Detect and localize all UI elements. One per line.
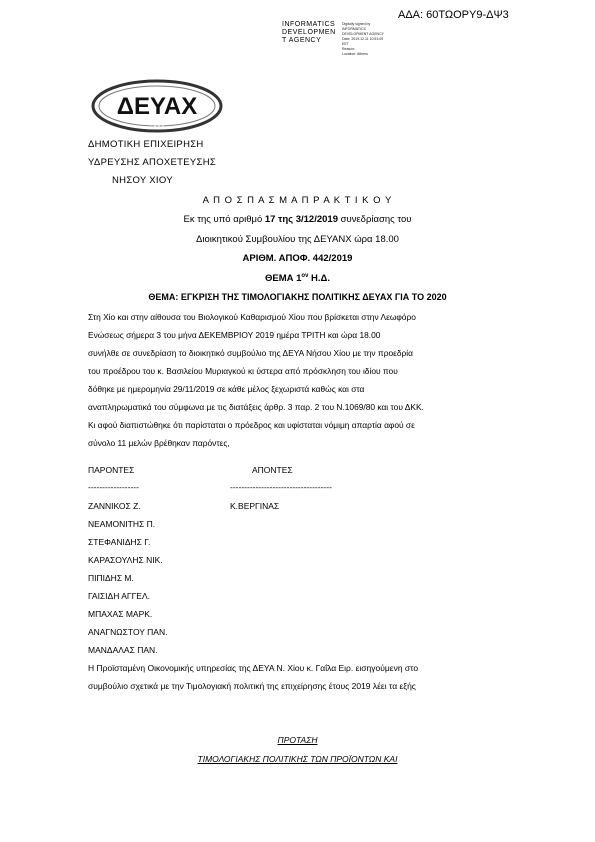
stamp-detail: Location: Athens	[342, 52, 368, 56]
signature-details	[342, 22, 384, 57]
absent-member: Κ.ΒΕΡΓΙΝΑΣ	[230, 501, 280, 511]
signature-stamp	[282, 21, 336, 45]
body-line: σύνολο 11 μελών βρέθηκαν παρόντες,	[88, 438, 230, 448]
org-line-2: ΥΔΡΕΥΣΗΣ ΑΠΟΧΕΤΕΥΣΗΣ	[88, 157, 217, 168]
stamp-line: INFORMATICS	[282, 21, 336, 28]
present-member: ΖΑΝΝΙΚΟΣ Ζ.	[88, 501, 141, 511]
present-header: ΠΑΡΟΝΤΕΣ	[88, 465, 135, 475]
present-member: ΑΝΑΓΝΩΣΤΟΥ ΠΑΝ.	[88, 627, 168, 637]
body-line: του προέδρου του κ. Βασιλείου Μυριαγκού κι ύστερα από πρόσκληση του ιδίου που	[88, 366, 398, 376]
body-line: Κι αφού διαπιστώθηκε ότι παρίσταται ο πρόεδρος και υφίσταται νόμιμη απαρτία αφού σε	[88, 420, 415, 430]
org-line-3: ΝΗΣΟΥ ΧΙΟΥ	[112, 175, 173, 186]
present-member: ΝΕΑΜΟΝΙΤΗΣ Π.	[88, 519, 156, 529]
closing-line: Η Προϊσταμένη Οικονομικής υπηρεσίας της ΔΕΥΑ Ν. Χίου κ. Γαΐλα Ειρ. εισηγούμενη στο	[88, 663, 419, 673]
body-line: δόθηκε με ημερομηνία 29/11/2019 σε κάθε μέλος ξεχωριστά καθώς και στα	[88, 384, 365, 394]
present-member: ΠΙΠΙΔΗΣ Μ.	[88, 573, 134, 583]
decision-number: ΑΡΙΘΜ. ΑΠΟΦ. 442/2019	[242, 253, 353, 264]
body-line: Στη Χίο και στην αίθουσα του Βιολογικού Καθαρισμού Χίου που βρίσκεται στην Λεωφόρο	[88, 312, 416, 322]
stamp-detail: EET	[342, 42, 349, 46]
present-rule: ------------------	[88, 482, 139, 492]
stamp-detail: Date: 2019.12.11 10:51:09	[342, 37, 384, 41]
subject-topic: ΘΕΜΑ: ΕΓΚΡΙΣΗ ΤΗΣ ΤΙΜΟΛΟΓΙΑΚΗΣ ΠΟΛΙΤΙΚΗΣ ΔΕΥΑΧ ΓΙΑ ΤΟ 2020	[148, 292, 447, 302]
logo-text: ΔΕΥΑΧ	[116, 93, 198, 120]
proposal-subtitle: ΤΙΜΟΛΟΓΙΑΚΗΣ ΠΟΛΙΤΙΚΗΣ ΤΩΝ ΠΡΟΪΟΝΤΩΝ ΚΑΙ	[197, 754, 398, 764]
body-line: συνήλθε σε συνεδρίαση το διοικητικό συμβούλιο της ΔΕΥΑ Νήσου Χίου με την προεδρία	[88, 348, 413, 358]
closing-line: συμβούλιο σχετικά με την Τιμολογιακή πολιτική της επιχείρησης έτους 2019 λέει τα εξής	[88, 681, 416, 691]
stamp-detail: Reason:	[342, 47, 356, 51]
stamp-line: T AGENCY	[282, 37, 322, 44]
present-member: ΜΠΑΧΑΣ ΜΑΡΚ.	[88, 609, 153, 619]
logo-year: 1 9 8 4	[149, 124, 165, 130]
present-member: ΜΑΝΔΑΛΑΣ ΠΑΝ.	[88, 645, 158, 655]
absent-rule: ------------------------------------	[230, 482, 332, 492]
session-line: Εκ της υπό αριθμό 17 της 3/12/2019 συνεδρίασης του	[183, 214, 412, 225]
proposal-title: ΠΡΟΤΑΣΗ	[277, 735, 318, 745]
ada-code: ΑΔΑ: 60ΤΩΟΡΥ9-ΔΨ3	[398, 9, 509, 21]
present-member: ΣΤΕΦΑΝΙΔΗΣ Γ.	[88, 537, 151, 547]
minutes-body	[88, 308, 508, 452]
body-line: Ενώσεως σήμερα 3 του μήνα ΔΕΚΕΜΒΡΙΟΥ 2019 ημέρα ΤΡΙΤΗ και ώρα 18.00	[88, 330, 381, 340]
present-member: ΓΑΙΣΙΔΗ ΑΓΓΕΛ.	[88, 591, 150, 601]
present-member: ΚΑΡΑΣΟΥΛΗΣ ΝΙΚ.	[88, 555, 163, 565]
subject-number: ΘΕΜΑ $1^{o\nu}$ Η.Δ.	[264, 273, 331, 285]
stamp-line: DEVELOPMEN	[282, 29, 336, 36]
absent-header: ΑΠΟΝΤΕΣ	[252, 465, 293, 475]
deyax-logo	[90, 78, 224, 134]
stamp-detail: DEVELOPMENT AGENCY	[342, 32, 384, 36]
board-line: Διοικητικού Συμβουλίου της ΔΕΥΑΝΧ ώρα 18.00	[196, 234, 399, 245]
extract-title: Α Π Ο Σ Π Α Σ Μ Α Π Ρ Α Κ Τ Ι Κ Ο Υ	[202, 195, 393, 206]
body-line: αναπληρωματικά του σύμφωνα με τις διατάξεις άρθρ. 3 παρ. 2 του Ν.1069/80 και του ΔΚΚ.	[88, 402, 424, 412]
stamp-detail: Digitally signed by	[342, 22, 371, 26]
stamp-detail: INFORMATICS	[342, 27, 366, 31]
org-line-1: ΔΗΜΟΤΙΚΗ ΕΠΙΧΕΙΡΗΣΗ	[88, 139, 204, 150]
